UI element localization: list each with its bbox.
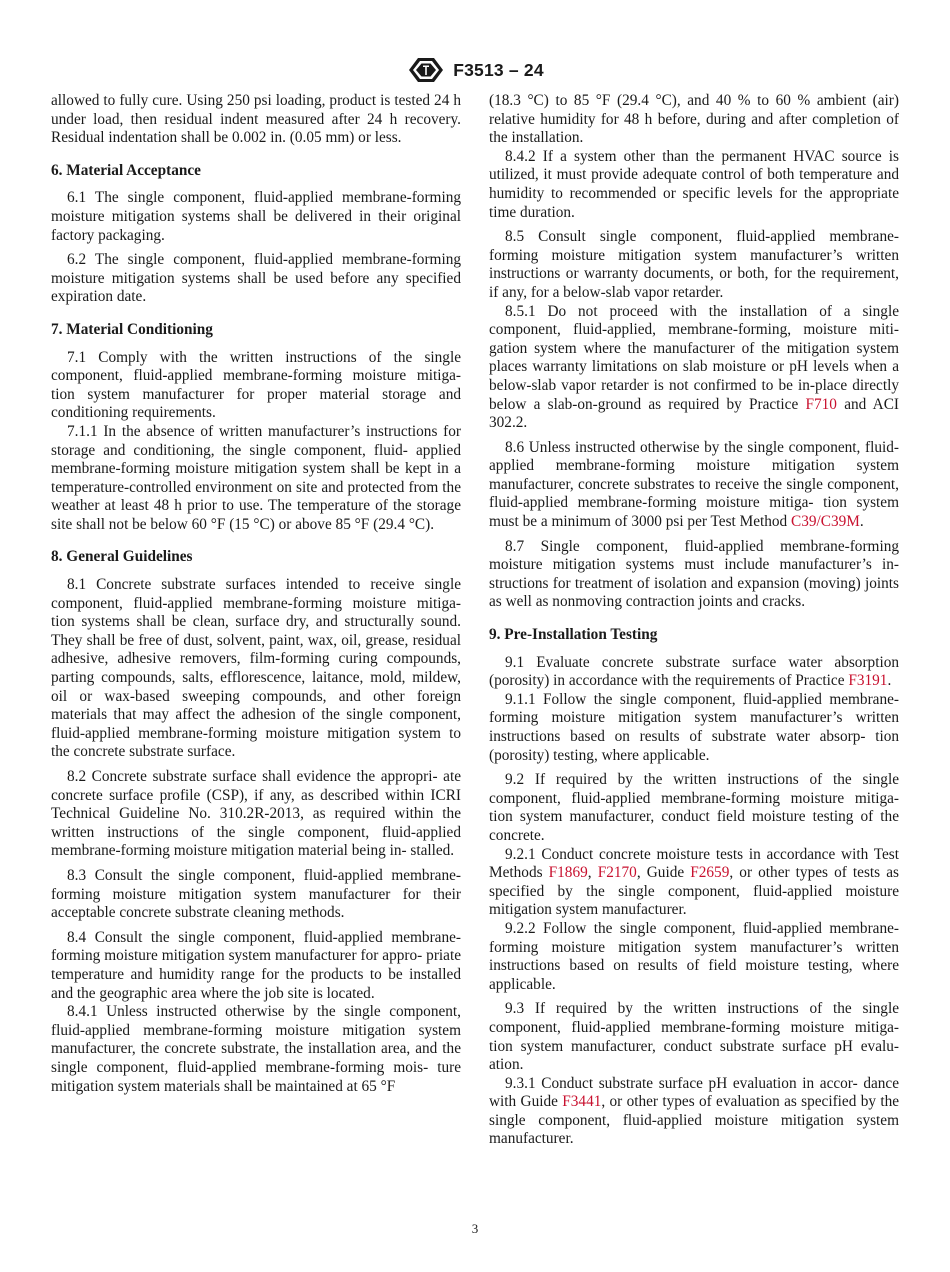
reference-link-f3191[interactable]: F3191 [848, 672, 888, 690]
paragraph-8-6 [489, 439, 899, 532]
section-heading-6: 6. Material Acceptance [51, 161, 201, 179]
paragraph-6-1: 6.1 The single component, fluid-applied membrane-forming moisture mitigation systems shall be delivered in their original factory packaging. [51, 189, 461, 244]
paragraph-8-3: 8.3 Consult the single component, fluid-applied membrane- forming moisture mitigation system manufacturer for their acceptable concrete substrate cleaning methods. [51, 866, 461, 922]
paragraph-7-1: 7.1 Comply with the written instructions of the single component, fluid-applied membrane-forming moisture mitiga- tion system manufacturer for proper material storage and conditioning requirements. [51, 348, 461, 422]
paragraph-9-1-1: 9.1.1 Follow the single component, fluid-applied membrane-forming moisture mitigation system manufacturer’s written instructions based on results of substrate water absorp- tion (porosity) testing, where applicable. [489, 690, 899, 764]
paragraph-9-3: 9.3 If required by the written instructions of the single component, fluid-applied membrane-forming moisture mitiga- tion system manufacturer, conduct substrate surface pH evalu- ation. [489, 1000, 899, 1074]
paragraph-9-3-1 [489, 1075, 899, 1149]
paragraph-6-2: 6.2 The single component, fluid-applied membrane-forming moisture mitigation systems shall be used before any specified expiration date. [51, 251, 461, 306]
paragraph-text: , or other types of tests as specified by the single component, fluid-applied moisture mitigation system manufacturer. [489, 864, 899, 919]
section-heading-8: 8. General Guidelines [51, 548, 193, 566]
paragraph-8-2: 8.2 Concrete substrate surface shall evidence the appropri- ate concrete surface profile (CSP), if any, as described within ICRI Technical Guideline No. 310.2R-2013, as required within the written instructions of the single component, fluid-applied membrane-forming moisture mitigation material being in- stalled. [51, 768, 461, 860]
reference-link-f3441[interactable]: F3441 [562, 1093, 602, 1111]
section-heading-7: 7. Material Conditioning [51, 320, 213, 338]
paragraph-text: , or other types of evaluation as specified by the single component, fluid-applied moisture mitigation system manufacturer. [489, 1093, 900, 1148]
standard-number: F3513 – 24 [453, 59, 544, 80]
paragraph-text: 9.3.1 Conduct substrate surface pH evaluation in accor- dance with Guide [489, 1074, 899, 1111]
paragraph-9-2-1 [489, 846, 899, 920]
paragraph-text: 9.2.1 Conduct concrete moisture tests in accordance with Test Methods [489, 845, 899, 882]
paragraph-9-1 [489, 654, 899, 691]
paragraph-8-4-1: 8.4.1 Unless instructed otherwise by the single component, fluid-applied membrane-forming moisture mitigation system manufacturer, the concrete substrate, the installation area, and the single component, fluid-applied membrane-forming mois- ture mitigation system materials shall be maintained at 65 °F [51, 1003, 461, 1095]
paragraph-8-4: 8.4 Consult the single component, fluid-applied membrane- forming moisture mitigation system manufacturer for appro- priate temperature and humidity range for the products to be installed and the geographic area where the job site is located. [51, 928, 461, 1002]
reference-link-f2170[interactable]: F2170 [597, 864, 637, 882]
paragraph-continuation: allowed to fully cure. Using 250 psi loading, product is tested 24 h under load, then residual indent measured after 24 h recovery. Residual indentation shall be 0.002 in. (0.05 mm) or less. [51, 92, 461, 147]
paragraph-9-2-2: 9.2.2 Follow the single component, fluid-applied membrane-forming moisture mitigation system manufacturer’s written instructions based on results of field moisture testing, where applicable. [489, 919, 899, 993]
paragraph-text: . [887, 672, 892, 690]
paragraph-8-5-1 [489, 303, 899, 433]
left-column [51, 92, 461, 1096]
paragraph-text: . [859, 513, 864, 531]
paragraph-text: , Guide [636, 864, 685, 882]
paragraph-text: 8.5.1 Do not proceed with the installation of a single component, fluid-applied, membrane-forming, moisture miti- gation system where the manufacturer of the mitigation system places warranty limitations on slab moisture or pH levels when a below-slab vapor retarder is not confirmed to be in-place directly below a slab-on-ground as required by Practice [489, 302, 899, 413]
reference-link-c39[interactable]: C39/C39M [791, 513, 860, 531]
reference-link-f2659[interactable]: F2659 [690, 864, 730, 882]
astm-logo-icon [406, 55, 446, 85]
paragraph-text: 9.1 Evaluate concrete substrate surface water absorption (porosity) in accordance with the requirements of Practice [489, 653, 899, 690]
paragraph-continuation: (18.3 °C) to 85 °F (29.4 °C), and 40 % to 60 % ambient (air) relative humidity for 48 h before, during and after completion of the installation. [489, 92, 899, 147]
paragraph-8-4-2: 8.4.2 If a system other than the permanent HVAC source is utilized, it must provide adequate control of both temperature and humidity to recommended or specific levels for the appropriate time duration. [489, 147, 899, 221]
paragraph-8-7: 8.7 Single component, fluid-applied membrane-forming moisture mitigation systems must include manufacturer’s in- structions for treatment of isolation and expansion (moving) joints as well as nonmoving contraction joints and cracks. [489, 537, 899, 611]
right-column [489, 92, 899, 1149]
paragraph-text: 8.6 Unless instructed otherwise by the single component, fluid-applied membrane-forming moisture mitigation system manufacturer, concrete substrates to receive the single component, fluid-applied membrane-forming moisture mitiga- tion system must be a minimum of 3000 psi per Test Method [489, 438, 899, 531]
paragraph-text: , [587, 864, 592, 882]
paragraph-8-5: 8.5 Consult single component, fluid-applied membrane- forming moisture mitigation system manufacturer’s written instructions or warranty documents, or both, for the requirement, if any, for a below-slab vapor retarder. [489, 228, 899, 301]
section-heading-9: 9. Pre-Installation Testing [489, 626, 658, 644]
paragraph-9-2: 9.2 If required by the written instructions of the single component, fluid-applied membrane-forming moisture mitiga- tion system manufacturer, conduct field moisture testing of the concrete. [489, 771, 899, 844]
reference-link-f710[interactable]: F710 [805, 395, 837, 413]
page-number: 3 [471, 1221, 479, 1236]
page-header [0, 55, 950, 85]
paragraph-7-1-1: 7.1.1 In the absence of written manufacturer’s instructions for storage and conditioning, the single component, fluid- applied membrane-forming moisture mitigation system shall be kept in a temperature-controlled environment on site and protected from the weather at least 48 h prior to use. The temperature of the storage site shall not be below 60 °F (15 °C) or above 85 °F (29.4 °C). [51, 422, 461, 533]
reference-link-f1869[interactable]: F1869 [548, 864, 588, 882]
paragraph-text: and ACI 302.2. [489, 395, 900, 432]
paragraph-8-1: 8.1 Concrete substrate surfaces intended to receive single component, fluid-applied membrane-forming moisture mitiga- tion systems shall be clean, surface dry, and structurally sound. They shall be free of dust, solvent, paint, wax, oil, grease, residual adhesive, adhesive removers, film-forming curing compounds, parting compounds, salts, efflorescence, laitance, mold, mildew, oil or wax-based sweeping compounds, and other foreign materials that may affect the adhesion of the single component, fluid-applied membrane-forming moisture mitigation system to the concrete substrate surface. [51, 576, 461, 761]
